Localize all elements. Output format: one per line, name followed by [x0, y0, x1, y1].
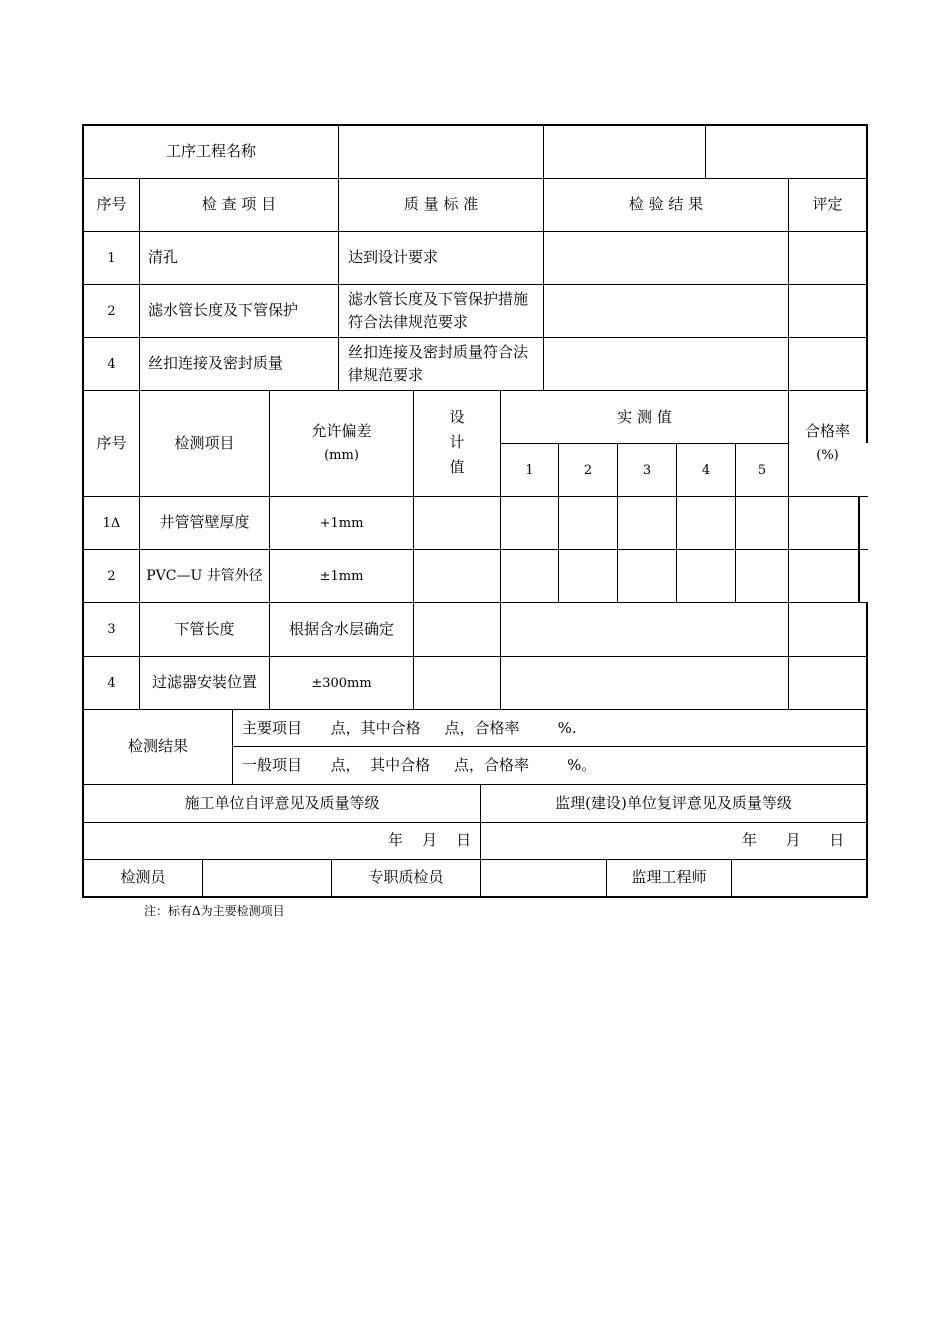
- table-line: [543, 124, 544, 178]
- table-line: [82, 390, 868, 391]
- measure-number: 5: [757, 463, 767, 478]
- measure-number: 1: [525, 463, 534, 478]
- measure-row-item: 井管管壁厚度: [159, 513, 250, 531]
- check-row-seq: 4: [107, 357, 116, 372]
- table-line: [82, 337, 868, 338]
- contractor-opinion-label: 施工单位自评意见及质量等级: [184, 794, 380, 812]
- measure-col-item: 检测项目: [174, 434, 235, 452]
- measure-col-seq: 序号: [96, 434, 127, 452]
- results-general-line: 一般项目 点， 其中合格 点，合格率 %。: [242, 756, 597, 774]
- table-border-top: [82, 124, 868, 126]
- supervising-engineer-label: 监理工程师: [631, 868, 707, 886]
- check-row-item: 清孔: [148, 248, 179, 266]
- table-line: [82, 709, 868, 710]
- check-col-seq: 序号: [96, 195, 127, 213]
- table-border-right: [866, 602, 868, 898]
- measure-row-tolerance: +1mm: [319, 516, 364, 531]
- table-line: [82, 822, 868, 823]
- measure-col-pass-rate-unit: (%): [816, 448, 839, 463]
- measure-row-seq: 3: [107, 622, 116, 637]
- table-line: [788, 496, 789, 709]
- check-row-item: 滤水管长度及下管保护: [148, 301, 299, 319]
- table-line: [82, 859, 868, 860]
- table-line: [82, 784, 868, 785]
- measure-col-design: 设: [449, 408, 465, 426]
- measure-number: 3: [642, 463, 652, 478]
- check-row-standard: 达到设计要求: [348, 248, 439, 266]
- check-row-seq: 2: [107, 304, 116, 319]
- table-border-right: [866, 124, 868, 443]
- check-col-standard: 质 量 标 准: [403, 195, 479, 213]
- check-col-item: 检 查 项 目: [201, 195, 277, 213]
- footnote: 注：标有Δ为主要检测项目: [144, 904, 285, 918]
- check-row-standard: 滤水管长度及下管保护措施符合法律规范要求: [348, 290, 529, 331]
- table-line: [82, 549, 868, 550]
- check-col-result: 检 验 结 果: [628, 195, 704, 213]
- table-border-right: [858, 496, 860, 602]
- measure-row-tolerance: ±300mm: [311, 676, 372, 691]
- measure-row-item: PVC—U 井管外径: [146, 568, 263, 584]
- table-line: [82, 284, 868, 285]
- table-line: [82, 602, 868, 603]
- table-line: [82, 178, 868, 179]
- measure-row-seq: 1Δ: [102, 516, 121, 531]
- table-line: [705, 124, 706, 178]
- measure-col-design: 值: [449, 458, 465, 476]
- measure-row-item: 过滤器安装位置: [151, 673, 257, 691]
- measure-col-design: 计: [449, 433, 465, 451]
- table-border-bottom: [82, 896, 868, 898]
- measure-col-measured: 实 测 值: [617, 408, 672, 426]
- check-row-seq: 1: [107, 251, 116, 266]
- check-col-rating: 评定: [812, 195, 843, 213]
- measure-number: 4: [701, 463, 711, 478]
- check-row-standard: 丝扣连接及密封质量符合法律规范要求: [348, 343, 529, 384]
- quality-inspector-label: 专职质检员: [368, 868, 444, 886]
- table-border-left: [82, 124, 84, 898]
- measure-row-seq: 4: [107, 676, 116, 691]
- table-line: [202, 859, 203, 896]
- results-main-line: 主要项目 点，其中合格 点，合格率 %.: [242, 719, 577, 737]
- table-line: [82, 231, 868, 232]
- table-line: [500, 390, 501, 709]
- check-row-item: 丝扣连接及密封质量: [148, 354, 284, 372]
- measure-col-tolerance-unit: (mm): [324, 448, 359, 463]
- table-line: [232, 709, 233, 784]
- process-name-label: 工序工程名称: [165, 142, 256, 160]
- supervisor-opinion-label: 监理(建设)单位复评意见及质量等级: [555, 794, 792, 812]
- inspector-label: 检测员: [120, 868, 166, 886]
- measure-row-seq: 2: [107, 569, 116, 584]
- contractor-date: 年 月 日: [388, 831, 472, 849]
- table-line: [82, 496, 868, 497]
- measure-col-tolerance: 允许偏差: [311, 422, 372, 440]
- inspection-form-table: [82, 124, 868, 898]
- table-line: [731, 859, 732, 896]
- measure-number: 2: [583, 463, 593, 478]
- table-line: [82, 656, 868, 657]
- results-label: 检测结果: [127, 737, 188, 755]
- measure-row-item: 下管长度: [174, 620, 235, 638]
- measure-row-tolerance: 根据含水层确定: [288, 620, 394, 638]
- supervisor-date: 年 月 日: [742, 831, 845, 849]
- measure-row-tolerance: ±1mm: [319, 569, 364, 584]
- table-line: [232, 746, 868, 747]
- table-line: [338, 124, 339, 178]
- table-line: [500, 443, 788, 444]
- measure-col-pass-rate: 合格率: [804, 422, 850, 440]
